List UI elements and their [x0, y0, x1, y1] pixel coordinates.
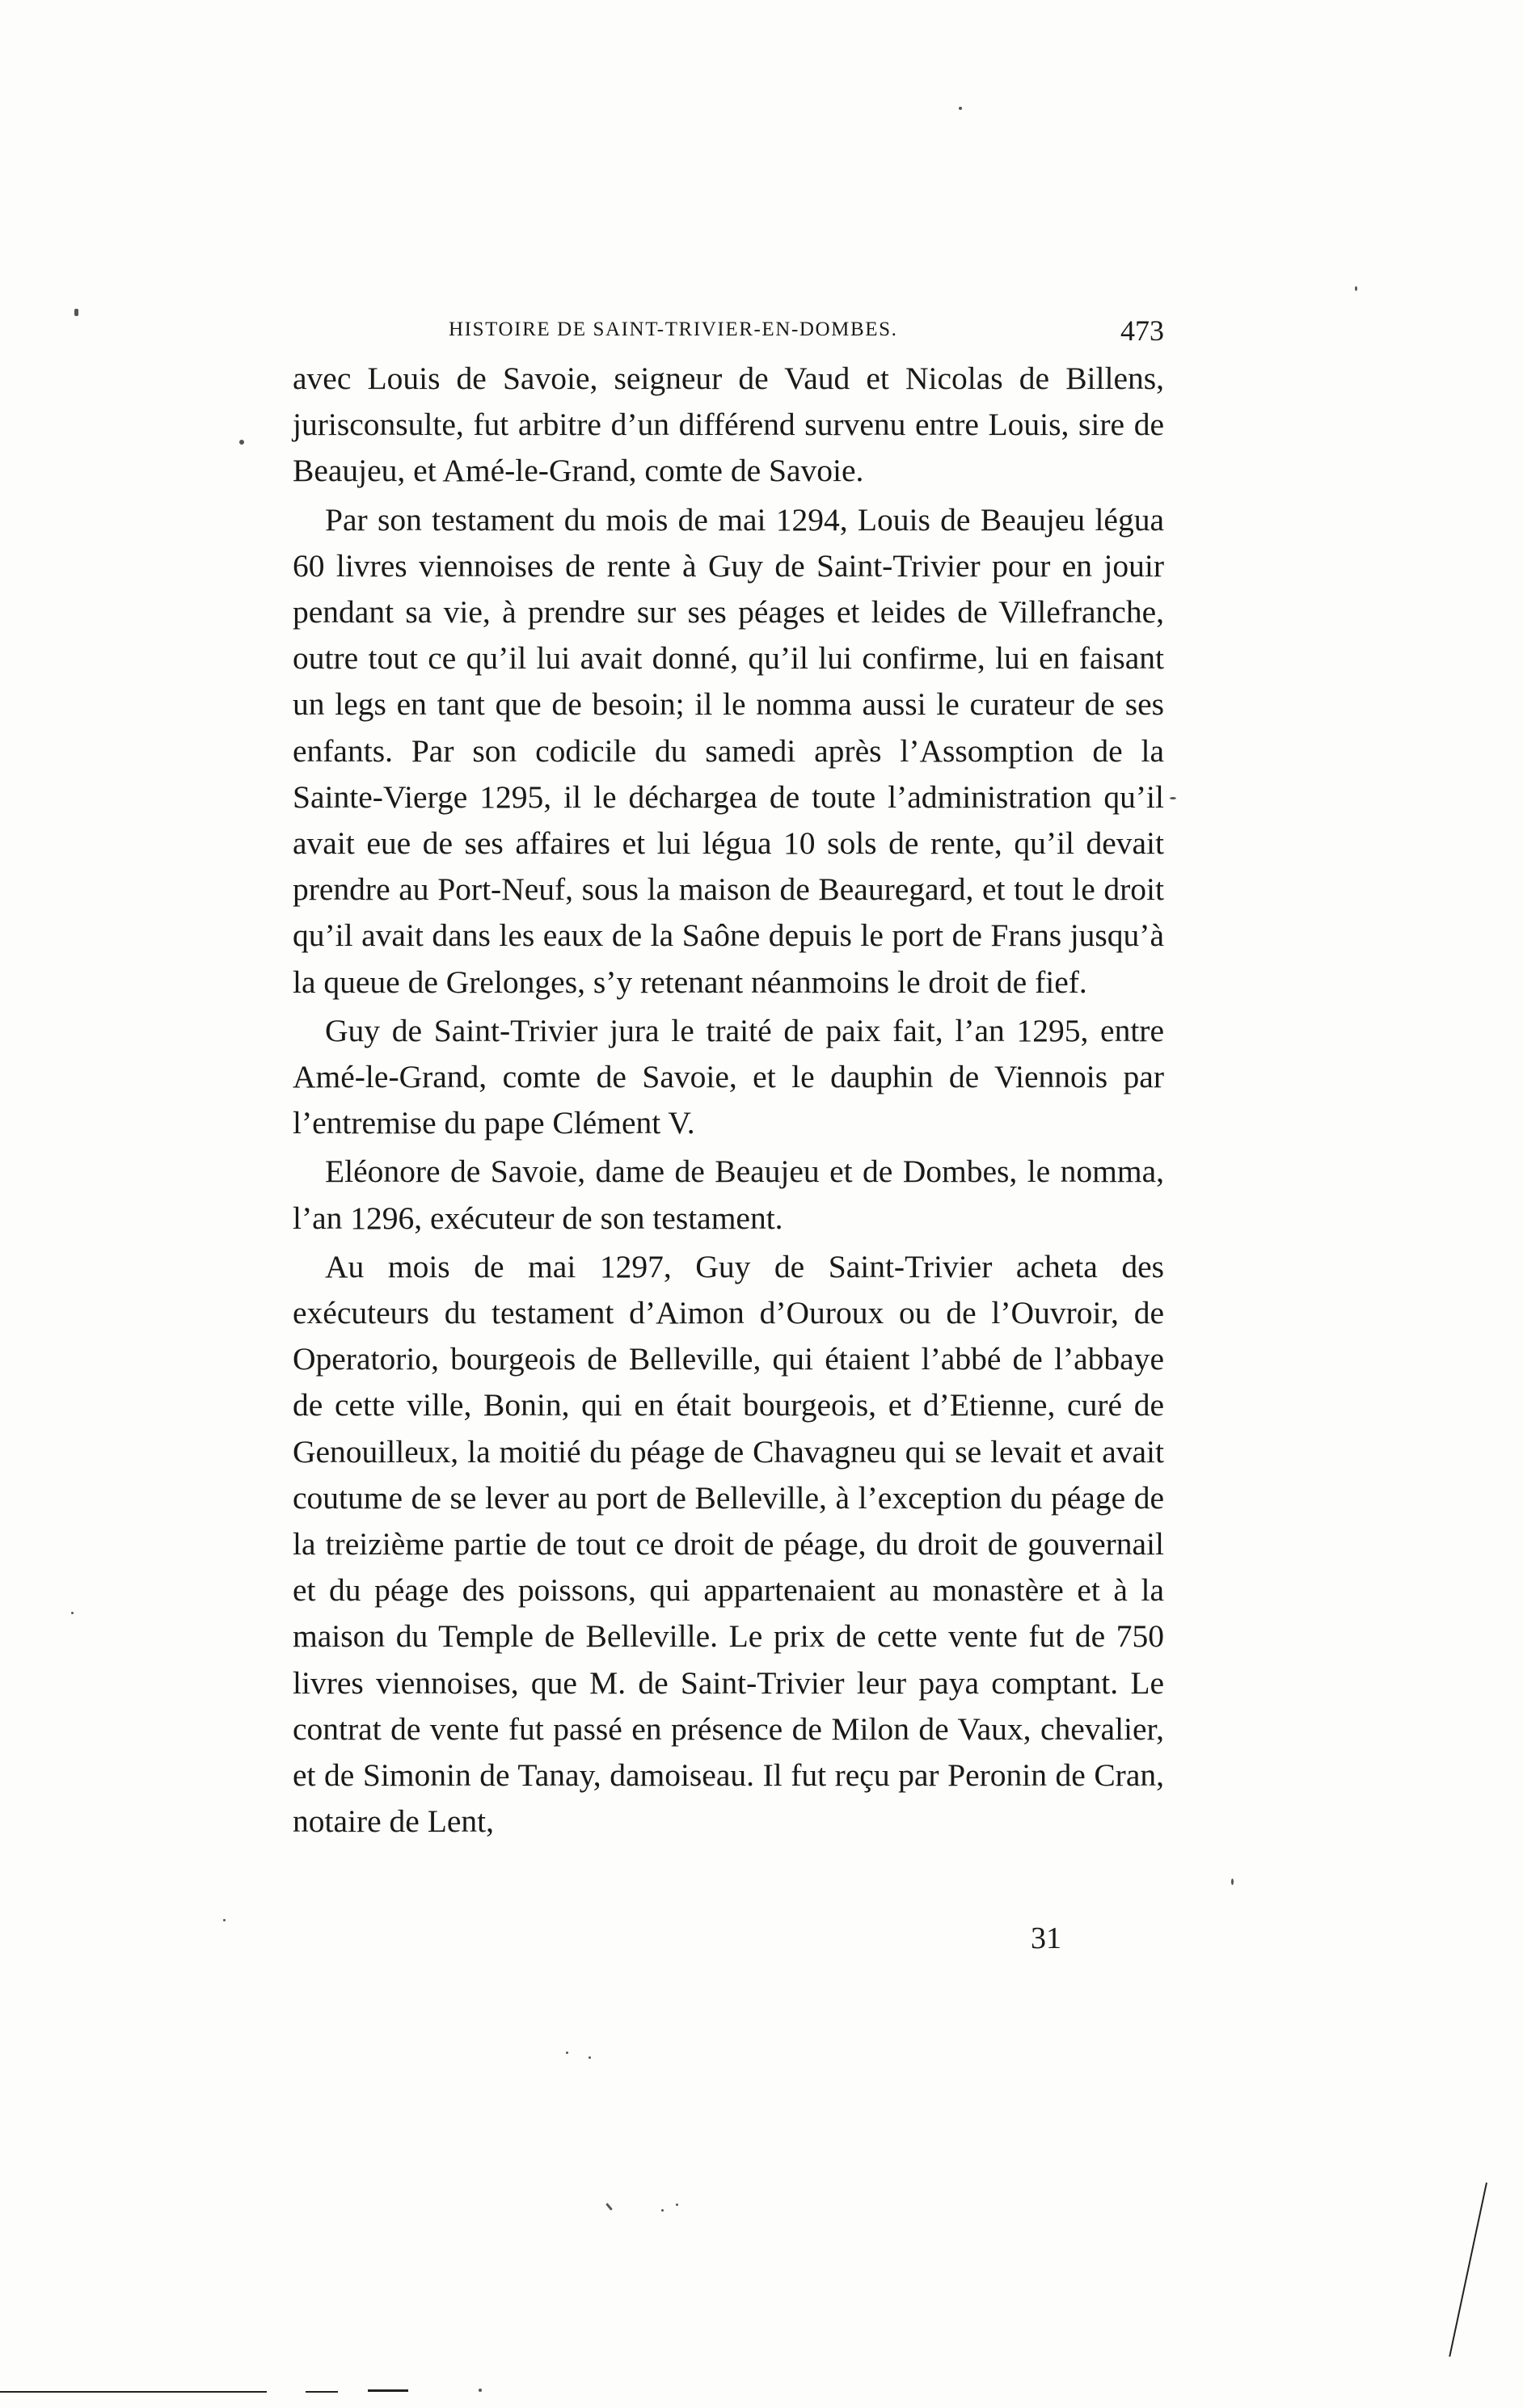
page-edge-line: [0, 2391, 267, 2393]
paragraph: Guy de Saint-Trivier jura le traité de paix fait, l’an 1295, entre Amé-le-Grand, comte de Savoie, et le dauphin de Viennois par l’entremise du pape Clément V.: [293, 1012, 1164, 1141]
signature-mark: 31: [1031, 1921, 1061, 1955]
page-edge-line: [368, 2389, 408, 2392]
page-edge-line: [306, 2391, 338, 2393]
scan-speck: [676, 2203, 678, 2206]
page-number: 473: [1120, 314, 1164, 347]
running-title: HISTOIRE DE SAINT-TRIVIER-EN-DOMBES.: [449, 318, 898, 340]
scan-speck: [605, 2203, 613, 2211]
scan-speck: [479, 2389, 482, 2392]
scan-speck: [589, 2056, 591, 2059]
scan-speck: [71, 1612, 74, 1614]
running-head: [449, 314, 1164, 354]
scan-speck: [1231, 1879, 1234, 1885]
scan-speck: [1170, 797, 1176, 799]
scan-speck: [223, 1919, 226, 1921]
paragraph: Eléonore de Savoie, dame de Beaujeu et de Dombes, le nomma, l’an 1296, exécuteur de son testament.: [293, 1153, 1164, 1236]
paragraph: avec Louis de Savoie, seigneur de Vaud et Nicolas de Billens, jurisconsulte, fut arbitre d’un différend survenu entre Louis, sire de Beaujeu, et Amé-le-Grand, comte de Savoie.: [293, 361, 1164, 489]
scan-speck: [661, 2209, 664, 2212]
paragraph: Par son testament du mois de mai 1294, Louis de Beaujeu légua 60 livres viennoises de rente à Guy de Saint-Trivier pour en jouir pendant sa vie, à prendre sur ses péages et leides de Villefranche, outre tout ce qu’il lui avait donné, qu’il lui confirme, lui en faisant un legs en tant que de besoin; il le nomma aussi le curateur de ses enfants. Par son codicile du samedi après l’Assomption de la Sainte-Vierge 1295, il le déchargea de toute l’administration qu’il avait eue de ses affaires et lui légua 10 sols de rente, qu’il devait prendre au Port-Neuf, sous la maison de Beauregard, et tout le droit qu’il avait dans les eaux de la Saône depuis le port de Frans jusqu’à la queue de Grelonges, s’y retenant néanmoins le droit de fief.: [293, 501, 1164, 1000]
page-edge-line: [1449, 2182, 1487, 2357]
scan-speck: [239, 440, 244, 445]
body-text: [293, 356, 1164, 1848]
paragraph: Au mois de mai 1297, Guy de Saint-Trivier acheta des exécuteurs du testament d’Aimon d’Ouroux ou de l’Ouvroir, de Operatorio, bourgeois de Belleville, qui étaient l’abbé de l’abbaye de cette ville, Bonin, qui en était bourgeois, et d’Etienne, curé de Genouilleux, la moitié du péage de Chavagneu qui se levait et avait coutume de se lever au port de Belleville, à l’exception du péage de la treizième partie de tout ce droit de péage, du droit de gouvernail et du péage des poissons, qui appartenaient au monastère et à la maison du Temple de Belleville. Le prix de cette vente fut de 750 livres viennoises, que M. de Saint-Trivier leur paya comptant. Le contrat de vente fut passé en présence de Milon de Vaux, chevalier, et de Simonin de Tanay, damoiseau. Il fut reçu par Peronin de Cran, notaire de Lent,: [293, 1248, 1164, 1840]
scan-speck: [74, 309, 78, 316]
scan-speck: [566, 2052, 568, 2054]
scan-speck: [1355, 286, 1357, 291]
scan-speck: [959, 107, 962, 110]
